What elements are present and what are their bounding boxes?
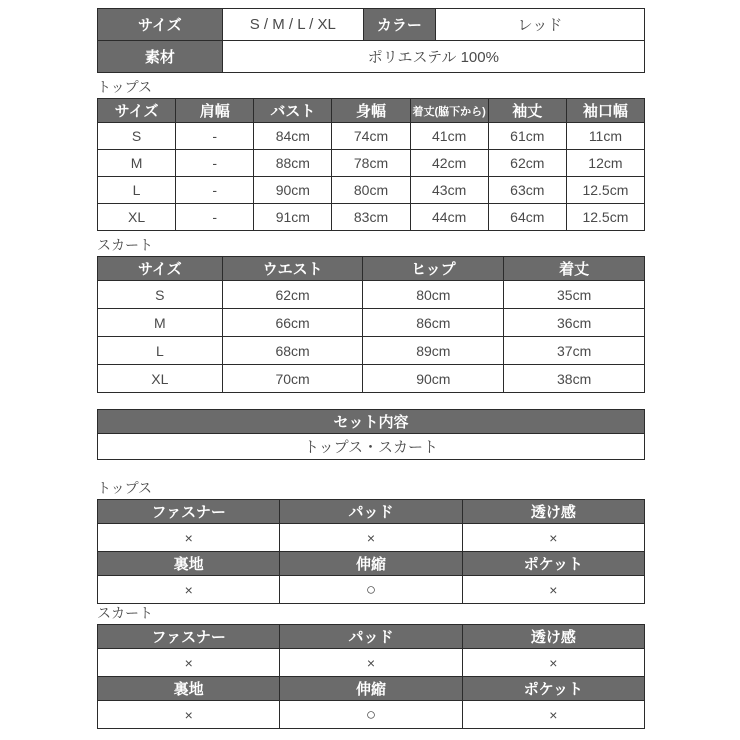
- tops-measure-value-cell: -: [176, 150, 254, 177]
- skirt-measure-column-header: 着丈: [504, 257, 645, 281]
- tops-measure-size-cell: XL: [98, 204, 176, 231]
- skirt-measure-value-cell: 70cm: [222, 365, 363, 393]
- set-contents-header: セット内容: [98, 410, 645, 434]
- skirt-measure-value-cell: 66cm: [222, 309, 363, 337]
- tops-measure-column-header: 着丈(脇下から): [410, 99, 488, 123]
- skirt-measure-label: スカート: [97, 237, 153, 253]
- size-header: サイズ: [98, 9, 223, 41]
- skirt-measure-size-cell: M: [98, 309, 223, 337]
- skirt-feature-header: ポケット: [462, 677, 644, 701]
- tops-measure-value-cell: 11cm: [566, 123, 644, 150]
- skirt-feature-mark: ×: [462, 701, 644, 729]
- set-contents-table: [97, 409, 645, 460]
- tops-measure-value-cell: 91cm: [254, 204, 332, 231]
- tops-feature-mark: ×: [462, 524, 644, 552]
- tops-feature-header: ポケット: [462, 552, 644, 576]
- tops-features-label: トップス: [97, 480, 153, 496]
- skirt-feature-mark: ×: [280, 649, 462, 677]
- tops-feature-header: 裏地: [98, 552, 280, 576]
- tops-feature-mark: ×: [98, 576, 280, 604]
- skirt-measure-column-header: サイズ: [98, 257, 223, 281]
- tops-measure-value-cell: 80cm: [332, 177, 410, 204]
- tops-measure-value-cell: 12.5cm: [566, 204, 644, 231]
- skirt-feature-mark: ×: [98, 649, 280, 677]
- skirt-measure-row: [98, 309, 645, 337]
- skirt-measure-row: [98, 337, 645, 365]
- tops-measure-value-cell: 90cm: [254, 177, 332, 204]
- tops-feature-mark: ×: [462, 576, 644, 604]
- tops-measure-value-cell: 64cm: [488, 204, 566, 231]
- tops-measure-row: [98, 204, 645, 231]
- tops-measure-value-cell: 88cm: [254, 150, 332, 177]
- skirt-feature-header: 裏地: [98, 677, 280, 701]
- skirt-feature-header: パッド: [280, 625, 462, 649]
- tops-measure-column-header: サイズ: [98, 99, 176, 123]
- set-contents-value: トップス・スカート: [98, 434, 645, 460]
- tops-measure-value-cell: -: [176, 123, 254, 150]
- skirt-measure-value-cell: 90cm: [363, 365, 504, 393]
- skirt-measure-row: [98, 281, 645, 309]
- tops-feature-header: 透け感: [462, 500, 644, 524]
- skirt-measure-column-header: ヒップ: [363, 257, 504, 281]
- tops-measure-value-cell: 12.5cm: [566, 177, 644, 204]
- tops-measure-value-cell: 44cm: [410, 204, 488, 231]
- skirt-measure-table: [97, 256, 645, 393]
- skirt-measure-column-header: ウエスト: [222, 257, 363, 281]
- tops-measure-value-cell: 42cm: [410, 150, 488, 177]
- tops-measure-column-header: 身幅: [332, 99, 410, 123]
- tops-features-table: [97, 499, 645, 604]
- tops-feature-mark: ○: [280, 576, 462, 604]
- skirt-feature-header: 伸縮: [280, 677, 462, 701]
- color-value: レッド: [436, 9, 645, 41]
- skirt-features-table: [97, 624, 645, 729]
- tops-measure-label: トップス: [97, 79, 153, 95]
- tops-measure-value-cell: 74cm: [332, 123, 410, 150]
- skirt-feature-mark: ×: [462, 649, 644, 677]
- tops-feature-header: パッド: [280, 500, 462, 524]
- tops-measure-value-cell: 41cm: [410, 123, 488, 150]
- skirt-feature-header: 透け感: [462, 625, 644, 649]
- tops-feature-header: ファスナー: [98, 500, 280, 524]
- tops-measure-row: [98, 123, 645, 150]
- skirt-feature-header: ファスナー: [98, 625, 280, 649]
- skirt-measure-size-cell: S: [98, 281, 223, 309]
- skirt-measure-value-cell: 62cm: [222, 281, 363, 309]
- skirt-measure-value-cell: 80cm: [363, 281, 504, 309]
- skirt-measure-value-cell: 35cm: [504, 281, 645, 309]
- tops-measure-column-header: 袖口幅: [566, 99, 644, 123]
- tops-measure-value-cell: -: [176, 204, 254, 231]
- tops-measure-value-cell: 43cm: [410, 177, 488, 204]
- tops-measure-value-cell: 63cm: [488, 177, 566, 204]
- skirt-measure-row: [98, 365, 645, 393]
- tops-feature-mark: ×: [280, 524, 462, 552]
- tops-measure-value-cell: 83cm: [332, 204, 410, 231]
- tops-measure-size-cell: S: [98, 123, 176, 150]
- tops-measure-table: [97, 98, 645, 231]
- tops-measure-column-header: 肩幅: [176, 99, 254, 123]
- tops-feature-header: 伸縮: [280, 552, 462, 576]
- tops-measure-value-cell: 78cm: [332, 150, 410, 177]
- tops-measure-size-cell: M: [98, 150, 176, 177]
- skirt-measure-value-cell: 36cm: [504, 309, 645, 337]
- skirt-measure-value-cell: 86cm: [363, 309, 504, 337]
- material-header: 素材: [98, 41, 223, 73]
- product-spec-panel: [97, 0, 645, 729]
- spec-table: [97, 8, 645, 73]
- skirt-feature-mark: ×: [98, 701, 280, 729]
- tops-measure-row: [98, 177, 645, 204]
- tops-measure-value-cell: 62cm: [488, 150, 566, 177]
- skirt-measure-size-cell: L: [98, 337, 223, 365]
- skirt-feature-mark: ○: [280, 701, 462, 729]
- tops-measure-value-cell: 84cm: [254, 123, 332, 150]
- tops-measure-value-cell: 61cm: [488, 123, 566, 150]
- tops-measure-column-header: 袖丈: [488, 99, 566, 123]
- tops-measure-value-cell: 12cm: [566, 150, 644, 177]
- size-value: S / M / L / XL: [222, 9, 363, 41]
- skirt-features-label: スカート: [97, 605, 153, 621]
- tops-feature-mark: ×: [98, 524, 280, 552]
- tops-measure-row: [98, 150, 645, 177]
- tops-measure-column-header: バスト: [254, 99, 332, 123]
- color-header: カラー: [363, 9, 435, 41]
- tops-measure-size-cell: L: [98, 177, 176, 204]
- skirt-measure-value-cell: 38cm: [504, 365, 645, 393]
- material-value: ポリエステル 100%: [222, 41, 644, 73]
- tops-measure-value-cell: -: [176, 177, 254, 204]
- skirt-measure-value-cell: 89cm: [363, 337, 504, 365]
- skirt-measure-value-cell: 68cm: [222, 337, 363, 365]
- skirt-measure-value-cell: 37cm: [504, 337, 645, 365]
- skirt-measure-size-cell: XL: [98, 365, 223, 393]
